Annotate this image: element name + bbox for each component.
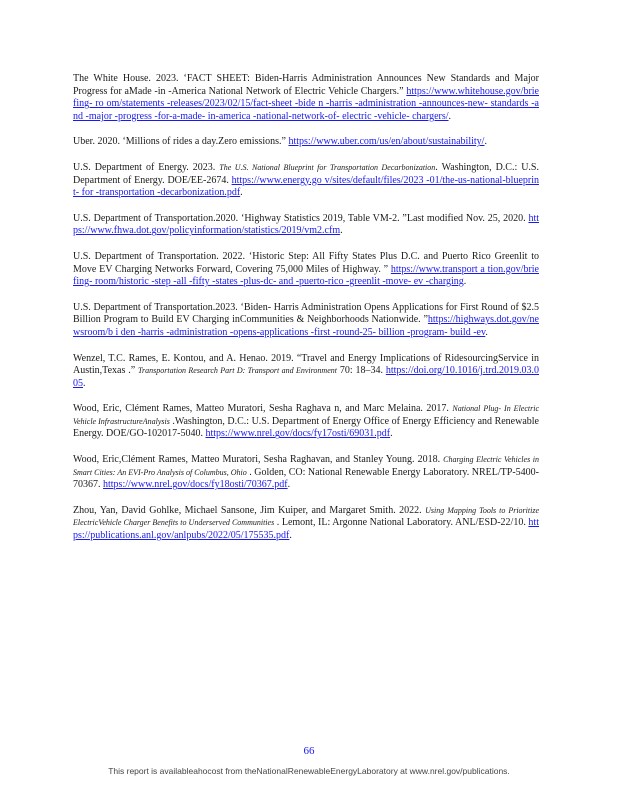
reference-text: U.S. Department of Transportation.2020. ‘Highway Statistics 2019, Table VM-2. ”Last modified Nov. 25, 2020. bbox=[73, 212, 529, 224]
reference-link[interactable]: https://www.fhwa.dot.gov/policyinformation/statistics/2019/vm2.cfm bbox=[73, 212, 539, 237]
reference-end: . bbox=[390, 428, 393, 440]
reference-link[interactable]: https://www.uber.com/us/en/about/sustainability/ bbox=[288, 136, 485, 148]
reference-text: 70: 18–34. bbox=[336, 365, 386, 377]
reference-title: Transportation Research Part D: Transport and Environment bbox=[138, 366, 337, 376]
reference-link[interactable]: https://doi.org/10.1016/j.trd.2019.03.005 bbox=[73, 365, 539, 389]
reference-end: . bbox=[289, 530, 292, 542]
reference-end: . bbox=[340, 225, 343, 237]
reference-text: The White House. 2023. ‘FACT SHEET: Biden-Harris Administration Announces New Standards and Major Progress for aMade -in -America National Network of Electric Vehicle Chargers.” bbox=[73, 73, 539, 97]
reference-text: Wood, Eric, Clément Rames, Matteo Muratori, Sesha Raghava n, and Marc Melaina. 2017. bbox=[73, 403, 453, 415]
reference-text: . Washington, D.C.: U.S. Department of Energy. DOE/EE-2674. bbox=[73, 161, 539, 186]
reference-text: . Golden, CO: National Renewable Energy Laboratory. NREL/TP-5400-70367. bbox=[73, 466, 539, 491]
reference-title: The U.S. National Blueprint for Transportation Decarbonization bbox=[219, 162, 436, 172]
reference-end: . bbox=[485, 326, 488, 338]
reference-entry bbox=[73, 353, 539, 391]
reference-text: U.S. Department of Energy. 2023. bbox=[73, 161, 220, 173]
reference-text: U.S. Department of Transportation. 2022. ‘Historic Step: All Fifty States Plus D.C. and Puerto Rico Greenlit to Move EV Charging Networks Forward, Covering 75,000 Miles of Highway. ” bbox=[73, 250, 539, 275]
reference-link[interactable]: https://highways.dot.gov/newsroom/b i den -harris -administration -opens-applications -first -round-25- billion -program- build -ev bbox=[73, 314, 539, 338]
reference-entry bbox=[73, 403, 539, 441]
reference-entry bbox=[73, 136, 539, 149]
reference-end: . bbox=[463, 276, 467, 288]
reference-text: Uber. 2020. ‘Millions of rides a day.Zero emissions.” bbox=[73, 136, 289, 148]
reference-text: Wood, Eric,Clément Rames, Matteo Muratori, Sesha Raghavan, and Stanley Young. 2018. bbox=[73, 454, 444, 466]
reference-end: . bbox=[484, 136, 487, 148]
reference-title: National Plug- In Electric Vehicle InfrastructureAnalysis bbox=[73, 404, 539, 426]
reference-entry bbox=[73, 251, 539, 289]
reference-text: Wenzel, T.C. Rames, E. Kontou, and A. Henao. 2019. “Travel and Energy Implications of RidesourcingService in Austin,Texas .” bbox=[73, 352, 539, 377]
reference-entry bbox=[73, 454, 539, 492]
page-footer: This report is availableahocost from theNationalRenewableEnergyLaboratory at www.nrel.gov/publications. bbox=[108, 766, 510, 776]
reference-end: . bbox=[448, 110, 452, 122]
reference-entry bbox=[73, 162, 539, 200]
reference-link[interactable]: https://publications.anl.gov/anlpubs/2022/05/175535.pdf bbox=[73, 517, 539, 542]
reference-entry bbox=[73, 213, 539, 238]
reference-title: Using Mapping Tools to Prioritize ElectricVehicle Charger Benefits to Underserved Communities bbox=[73, 505, 539, 528]
reference-link[interactable]: https://www.transport a tion.gov/briefing- room/historic -step -all -fifty -states -plus-dc- and -puerto-rico -greenlit -move- ev -charging bbox=[73, 263, 539, 288]
reference-link[interactable]: https://www.nrel.gov/docs/fy18osti/70367.pdf bbox=[103, 479, 288, 491]
reference-end: . bbox=[240, 187, 243, 199]
reference-entry bbox=[73, 73, 539, 123]
reference-link[interactable]: https://www.nrel.gov/docs/fy17osti/69031.pdf bbox=[205, 428, 391, 440]
reference-end: . bbox=[287, 479, 291, 491]
reference-entry bbox=[73, 302, 539, 340]
reference-link[interactable]: https://www.energy.go v/sites/default/files/2023 -01/the-us-national-blueprint- for -transportation -decarbonization.pdf bbox=[73, 174, 539, 199]
reference-text: Zhou, Yan, David Gohlke, Michael Sansone, Jim Kuiper, and Margaret Smith. 2022. bbox=[73, 504, 426, 516]
reference-text: U.S. Department of Transportation.2023. ‘Biden- Harris Administration Opens Applications for First Round of $2.5 Billion Program to Build EV Charging inCommunities & Neighborhoods Nationwide. ” bbox=[73, 301, 539, 326]
reference-title: Charging Electric Vehicles in Smart Cities: An EVI-Pro Analysis of Columbus, Ohio bbox=[73, 455, 539, 477]
reference-link[interactable]: https://www.whitehouse.gov/briefing- ro om/statements -releases/2023/02/15/fact-sheet -bide n -harris -administration -announces-new- standards -and -major -progress -for-a-made- in-america -national-network-of- electric -vehicle- chargers/ bbox=[73, 85, 539, 122]
reference-list bbox=[73, 73, 539, 556]
reference-text: .Washington, D.C.: U.S. Department of Energy Office of Energy Efficiency and Renewable Energy. DOE/GO-102017-5040. bbox=[73, 415, 539, 440]
reference-end: . bbox=[83, 377, 86, 389]
reference-entry bbox=[73, 505, 539, 543]
page-number: 66 bbox=[303, 745, 315, 757]
reference-text: . Lemont, IL: Argonne National Laboratory. ANL/ESD-22/10. bbox=[274, 517, 529, 529]
